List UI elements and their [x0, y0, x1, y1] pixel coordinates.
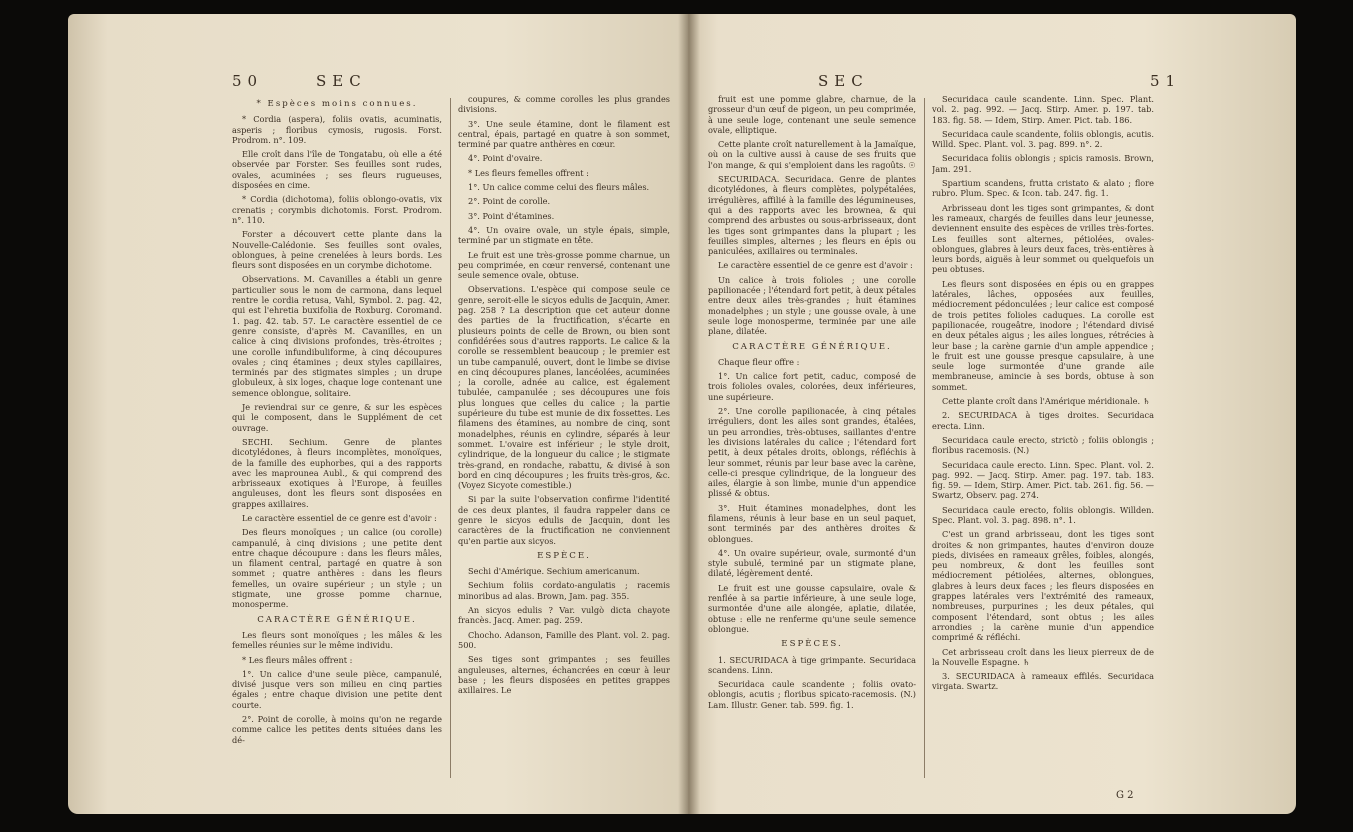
paragraph: 1°. Un calice comme celui des fleurs mâles. — [468, 182, 650, 193]
book-gutter — [678, 14, 700, 814]
paragraph: 1. SECURIDACA à tige grimpante. Securidaca scandens. Linn. — [708, 654, 916, 675]
paragraph: Le caractère essentiel de ce genre est d'avoir : — [242, 512, 437, 523]
paragraph: * Espèces moins connues. — [256, 99, 418, 109]
paragraph: 4°. Point d'ovaire. — [468, 153, 543, 164]
paragraph: CARACTÈRE GÉNÉRIQUE. — [732, 341, 892, 352]
column-rule — [924, 98, 925, 778]
paragraph: Le fruit est une gousse capsulaire, ovale & renflée à sa partie inférieure, à une seule loge, surmontée d'une aile alongée, aplatie, dilatée, obtuse : elle ne renferme qu'une seule semence oblongue. — [708, 582, 916, 634]
paragraph: Securidaca foliis oblongis ; spicis ramosis. Brown, Jam. 291. — [932, 153, 1154, 174]
paragraph: Forster a découvert cette plante dans la Nouvelle-Calédonie. Ses feuilles sont ovales, oblongues, à peine crenelées à leurs bords. Les fleurs sont disposées en un corymbe dichotome. — [232, 229, 442, 271]
paragraph: 2°. Point de corolle. — [468, 196, 551, 207]
left-column-2 — [458, 94, 670, 794]
paragraph: Je reviendrai sur ce genre, & sur les espèces qui le composent, dans le Supplément de cet ouvrage. — [232, 402, 442, 433]
paragraph: Securidaca caule scandente. Linn. Spec. Plant. vol. 2. pag. 992. — Jacq. Stirp. Amer. p. 197. tab. 183. fig. 58. — Idem, Stirp. Amer. Pict. tab. 186. — [932, 94, 1154, 125]
paragraph: * Les fleurs femelles offrent : — [468, 167, 589, 178]
running-head: SEC — [316, 72, 367, 90]
paragraph: Securidaca caule scandente ; foliis ovato-oblongis, acutis ; floribus spicato-racemosis. (N.) Lam. Illustr. Gener. tab. 599. fig. 1. — [708, 679, 916, 710]
paragraph: 3°. Point d'étamines. — [468, 210, 555, 221]
paragraph: * Les fleurs mâles offrent : — [242, 654, 353, 665]
paragraph: Si par la suite l'observation confirme l'identité de ces deux plantes, il faudra rappeler dans ce genre le sicyos edulis de Jacquin, dont les caractères de la fructification ne conviennent qu'en partie aux sicyos. — [458, 494, 670, 546]
paragraph: Securidaca caule erecto, strictò ; foliis oblongis ; floribus racemosis. (N.) — [932, 434, 1154, 456]
signature-mark: G 2 — [1116, 790, 1134, 801]
paragraph: fruit est une pomme glabre, charnue, de la grosseur d'un œuf de pigeon, un peu comprimée, à une seule loge, contenant une seule semence ovale, elliptique. — [708, 94, 916, 135]
paragraph: 3°. Huit étamines monadelphes, dont les filamens, réunis à leur base en un seul paquet, sont terminés par des anthères droites & oblongues. — [708, 502, 916, 544]
right-column-1 — [708, 94, 916, 794]
paragraph: 2°. Point de corolle, à moins qu'on ne regarde comme calice les petites dents situées dans les dé- — [232, 714, 442, 745]
paragraph: Observations. L'espèce qui compose seule ce genre, seroit-elle le sicyos edulis de Jacquin, Amer. pag. 258 ? La description que cet auteur donne des parties de la fructification, s'écarte en plusieurs points de celle de Brown, ou bien sont confidérées sous d'autres rapports. Le calice & la corolle se ressemblent beaucoup ; le premier est un tube campanulé, ouvert, dont le limbe se divise en cinq découpures planes, lancéolées, acuminées ; la corolle, adnée au calice, est également tubulée, campanulée ; ses découpures une fois plus longues que celles du calice ; la partie supérieure du tube est munie de dix fossettes. Les filamens des étamines, au nombre de cinq, sont monadelphes, réunis en cylindre, séparés à leur sommet. L'ovaire est inférieur ; le style droit, cylindrique, de la longueur du calice ; le stigmate très-grand, en rondache, rabattu, & divisé à son bord en cinq découpures ; les fruits très-gros, &c. (Voyez Sicyote comestible.) — [458, 284, 670, 491]
paragraph: Securidaca caule erecto. Linn. Spec. Plant. vol. 2. pag. 992. — Jacq. Stirp. Amer. pag. 197. tab. 183. fig. 59. — Idem, Stirp. Amer. Pict. tab. 261. fig. 56. — Swartz, Observ. pag. 274. — [932, 459, 1154, 501]
paragraph: * Cordia (aspera), foliis ovatis, acuminatis, asperis ; floribus cymosis, rugosis. Forst. Prodrom. n°. 109. — [232, 114, 442, 145]
paragraph: 1°. Un calice fort petit, caduc, composé de trois folioles ovales, colorées, deux inférieures, une supérieure. — [708, 371, 916, 402]
paragraph: SECHI. Sechium. Genre de plantes dicotylédones, à fleurs incomplètes, monoïques, de la famille des euphorbes, qui a des rapports avec les maprounea Aubl., & qui comprend des arbrisseaux exotiques à l'Europe, à feuilles anguleuses, dont les fleurs sont disposées en grappes axillaires. — [232, 436, 442, 509]
page-number: 50 — [232, 72, 264, 90]
paragraph: 2. SECURIDACA à tiges droites. Securidaca erecta. Linn. — [932, 410, 1154, 431]
paragraph: An sicyos edulis ? Var. vulgò dicta chayote francès. Jacq. Amer. pag. 259. — [458, 605, 670, 626]
paragraph: Cet arbrisseau croît dans les lieux pierreux de de la Nouvelle Espagne. ♄ — [932, 646, 1154, 667]
paragraph: C'est un grand arbrisseau, dont les tiges sont droites & non grimpantes, hautes d'environ douze pieds, divisées en rameaux grêles, foibles, alongés, peu nombreux, & dont les feuilles sont médiocrement pétiolées, alternes, oblongues, glabres à leurs deux faces ; les fleurs disposées en grappes latérales vers l'extrémité des rameaux, nombreuses, purpurines ; les deux pétales, qui composent l'étendard, sont obtus ; les ailes arrondies ; la carène munie d'un appendice comprimé & réfléchi. — [932, 529, 1154, 643]
paragraph: Elle croît dans l'île de Tongatabu, où elle a été observée par Forster. Ses feuilles sont rudes, ovales, acuminées ; ses fleurs rugueuses, disposées en cime. — [232, 149, 442, 191]
left-page — [68, 14, 688, 814]
running-head: SEC — [818, 72, 869, 90]
column-rule — [450, 98, 451, 778]
right-page — [688, 14, 1296, 814]
paragraph: Un calice à trois folioles ; une corolle papilionacée ; l'étendard fort petit, à deux pétales entre deux ailes très-grandes ; huit étamines monadelphes ; un style ; une gousse ovale, à une seule loge monosperme, terminée par une aile plane, dilatée. — [708, 274, 916, 337]
paragraph: Securidaca caule erecto, foliis oblongis. Willden. Spec. Plant. vol. 3. pag. 898. n°. 1. — [932, 504, 1154, 525]
paragraph: Les fleurs sont disposées en épis ou en grappes latérales, lâches, opposées aux feuilles, médiocrement pédonculées ; leur calice est composé de trois petites folioles caduques. La corolle est papilionacée, rougeâtre, inodore ; l'étendard divisé en deux pétales aigus ; les ailes longues, rétrécies à leur base ; la carène garnie d'un ample appendice ; le fruit est une gousse presque capsulaire, à une seule loge surmontée d'une grande aile membraneuse, amincie à ses bords, obtuse à son sommet. — [932, 278, 1154, 392]
right-column-2 — [932, 94, 1154, 794]
paragraph: Le caractère essentiel de ce genre est d'avoir : — [718, 260, 913, 271]
paragraph: Le fruit est une très-grosse pomme charnue, un peu comprimée, en cœur renversé, contenant une seule semence ovale, obtuse. — [458, 249, 670, 281]
paragraph: Sechium foliis cordato-angulatis ; racemis minoribus ad alas. Brown, Jam. pag. 355. — [458, 580, 670, 601]
paragraph: Chocho. Adanson, Famille des Plant. vol. 2. pag. 500. — [458, 629, 670, 650]
paragraph: 4°. Un ovaire supérieur, ovale, surmonté d'un style subulé, terminé par un stigmate plane, dilaté, légèrement denté. — [708, 547, 916, 579]
paragraph: 4°. Un ovaire ovale, un style épais, simple, terminé par un stigmate en tête. — [458, 224, 670, 246]
paragraph: ESPÈCE. — [537, 550, 591, 561]
paragraph: Les fleurs sont monoïques ; les mâles & les femelles réunies sur le même individu. — [232, 629, 442, 651]
paragraph: Observations. M. Cavanilles a établi un genre particulier sous le nom de carmona, dans lequel rentre le cordia retusa, Vahl, Symbol. 2. pag. 42, qui est l'ehretia buxifolia de Roxburg. Coromand. 1. pag. 42. tab. 57. Le caractère essentiel de ce genre consiste, d'après M. Cavanilles, en un calice à cinq divisions profondes, très-étroites ; une corolle infundibuliforme, à cinq découpures ovales ; cinq étamines ; deux styles capillaires, terminés par des stigmates simples ; un drupe globuleux, à six loges, chaque loge contenant une semence oblongue, solitaire. — [232, 274, 442, 398]
paragraph: Cette plante croît dans l'Amérique méridionale. ♄ — [942, 396, 1151, 407]
paragraph: CARACTÈRE GÉNÉRIQUE. — [257, 614, 417, 625]
paragraph: 3. SECURIDACA à rameaux effilés. Securidaca virgata. Swartz. — [932, 671, 1154, 692]
paragraph: Chaque fleur offre : — [718, 356, 800, 367]
paragraph: 2°. Une corolle papilionacée, à cinq pétales irréguliers, dont les ailes sont grandes, étalées, un peu arrondies, très-obtuses, saillantes d'entre les divisions latérales du calice ; l'étendard fort petit, à deux pétales droits, oblongs, réfléchis à leur sommet, réunis par leur base avec la carène, celle-ci presque cylindrique, de la longueur des ailes, élargie à son limbe, munie d'un appendice plissé & obtus. — [708, 406, 916, 499]
left-column-1 — [232, 94, 442, 794]
paragraph: Securidaca caule scandente, foliis oblongis, acutis. Willd. Spec. Plant. vol. 3. pag. 899. n°. 2. — [932, 128, 1154, 150]
paragraph: Des fleurs monoïques ; un calice (ou corolle) campanulé, à cinq divisions ; une petite dent entre chaque découpure : dans les fleurs mâles, un filament central, partagé en quatre à son sommet ; quatre anthères : dans les fleurs femelles, un ovaire supérieur ; un style ; un stigmate, une grosse pomme charnue, monosperme. — [232, 527, 442, 610]
open-book — [68, 14, 1296, 822]
paragraph: Cette plante croît naturellement à la Jamaïque, où on la cultive aussi à cause de ses fruits que l'on mange, & qui s'emploient dans les ragoûts. ☉ — [708, 139, 916, 170]
paragraph: SECURIDACA. Securidaca. Genre de plantes dicotylédones, à fleurs complètes, polypétalées, irrégulières, affilié à la famille des légumineuses, qui a des rapports avec les brownea, & qui comprend des arbustes ou sous-arbrisseaux, dont les tiges sont grimpantes dans la plupart ; les feuilles simples, alternes ; les fleurs en épis ou paniculées, axillaires ou terminales. — [708, 174, 916, 257]
paragraph: Spartium scandens, frutta cristato & alato ; flore rubro. Plum. Spec. & Icon. tab. 247. fig. 1. — [932, 178, 1154, 199]
paragraph: 3°. Une seule étamine, dont le filament est central, épais, partagé en quatre à son sommet, terminé par quatre anthères en cœur. — [458, 118, 670, 150]
page-number: 51 — [1150, 72, 1182, 90]
paragraph: * Cordia (dichotoma), foliis oblongo-ovatis, vix crenatis ; corymbis dichotomis. Forst. Prodrom. n°. 110. — [232, 194, 442, 225]
paragraph: Sechi d'Amérique. Sechium americanum. — [468, 566, 640, 577]
paragraph: Ses tiges sont grimpantes ; ses feuilles anguleuses, alternes, échancrées en cœur à leur base ; les fleurs disposées en petites grappes axillaires. Le — [458, 654, 670, 696]
paragraph: coupures, & comme corolles les plus grandes divisions. — [458, 94, 670, 115]
paragraph: Arbrisseau dont les tiges sont grimpantes, & dont les rameaux, chargés de feuilles dans leur jeunesse, deviennent ensuite des espèces de vrilles très-fortes. Les feuilles sont alternes, pétiolées, ovales-oblongues, glabres à leurs deux faces, très-entières à leurs bords, aiguës à leur sommet ou quelquefois un peu obtuses. — [932, 202, 1154, 275]
paragraph: 1°. Un calice d'une seule pièce, campanulé, divisé jusque vers son milieu en cinq parties égales ; entre chaque division une petite dent courte. — [232, 668, 442, 710]
paragraph: ESPÈCES. — [781, 639, 843, 650]
